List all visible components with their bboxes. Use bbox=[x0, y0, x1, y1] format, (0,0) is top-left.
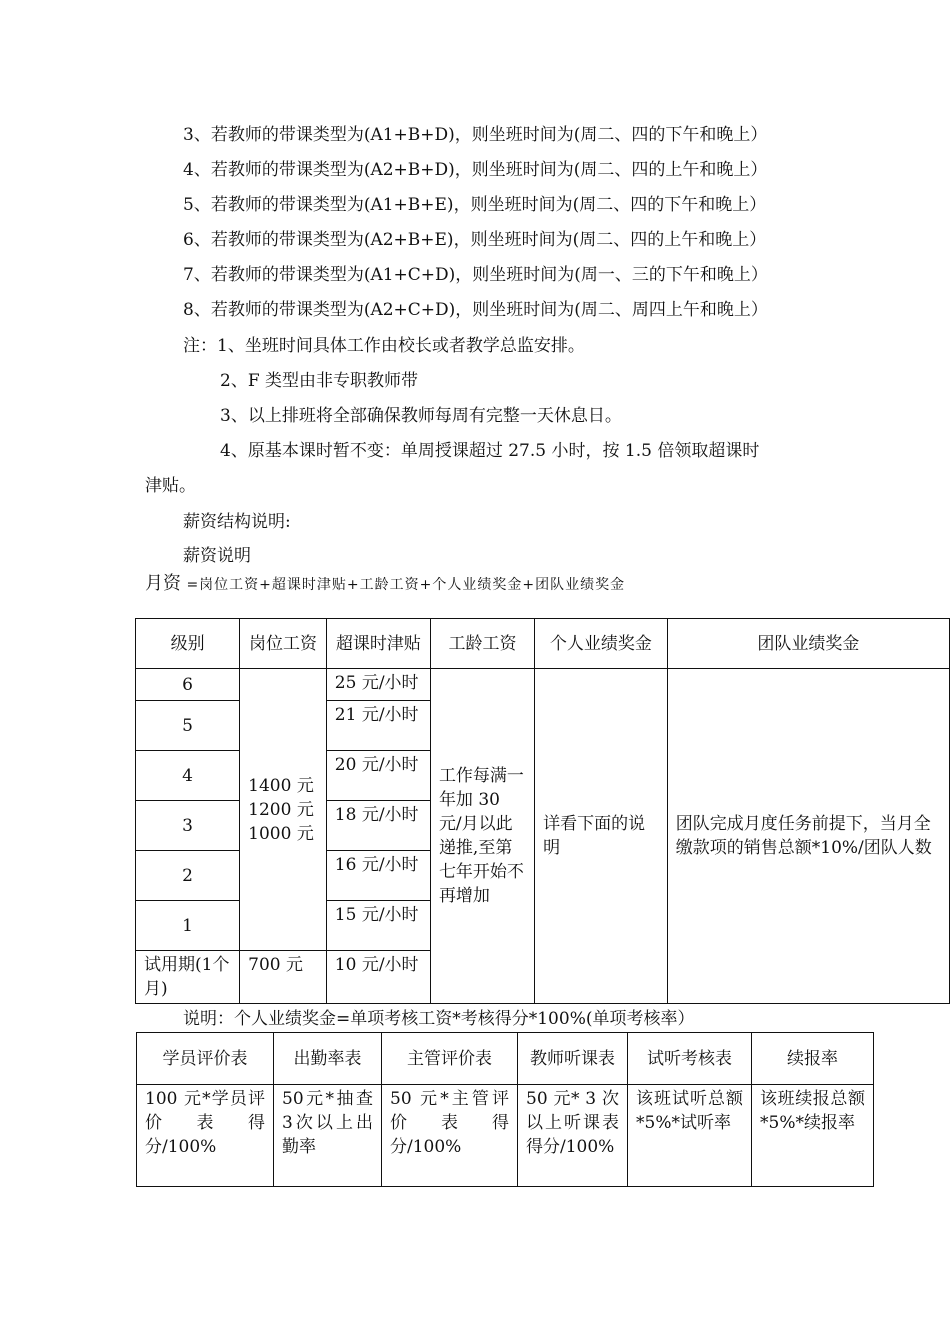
salary-structure-heading: 薪资结构说明: bbox=[183, 512, 291, 532]
personal-bonus-cell: 详看下面的说明 bbox=[535, 669, 668, 1004]
trial-salary-cell: 700 元 bbox=[240, 951, 327, 1004]
overtime-cell: 20 元/小时 bbox=[326, 751, 430, 801]
header-renewal-rate: 续报率 bbox=[752, 1033, 874, 1085]
rule-4: 4、若教师的带课类型为(A2+B+D)，则坐班时间为(周二、四的上午和晚上） bbox=[183, 160, 768, 180]
note-4-cont: 津贴。 bbox=[145, 476, 196, 496]
note-4: 4、原基本课时暂不变：单周授课超过 27.5 小时，按 1.5 倍领取超课时 bbox=[220, 441, 760, 461]
base-salary-cell bbox=[240, 669, 327, 951]
overtime-cell: 25 元/小时 bbox=[326, 669, 430, 701]
rule-8: 8、若教师的带课类型为(A2+C+D)，则坐班时间为(周二、周四上午和晚上） bbox=[183, 300, 768, 320]
note-3: 3、以上排班将全部确保教师每周有完整一天休息日。 bbox=[220, 406, 622, 426]
header-overtime: 超课时津贴 bbox=[326, 619, 430, 669]
level-cell: 2 bbox=[136, 851, 240, 901]
seniority-cell: 工作每满一年加 30 元/月以此递推,至第七年开始不再增加 bbox=[430, 669, 534, 1004]
header-student-eval: 学员评价表 bbox=[137, 1033, 274, 1085]
overtime-cell: 21 元/小时 bbox=[326, 701, 430, 751]
lesson-observation-cell: 50 元* 3 次以上听课表得分/100% bbox=[518, 1085, 628, 1187]
assessment-table bbox=[136, 1032, 874, 1187]
header-lesson-observation: 教师听课表 bbox=[518, 1033, 628, 1085]
level-cell: 1 bbox=[136, 901, 240, 951]
base-salary-1400: 1400 元 bbox=[248, 775, 314, 796]
level-cell: 4 bbox=[136, 751, 240, 801]
header-base-salary: 岗位工资 bbox=[240, 619, 327, 669]
header-team-bonus: 团队业绩奖金 bbox=[667, 619, 949, 669]
level-cell-trial: 试用期(1个月) bbox=[136, 951, 240, 1004]
header-attendance: 出勤率表 bbox=[274, 1033, 382, 1085]
level-cell: 5 bbox=[136, 701, 240, 751]
header-personal-bonus: 个人业绩奖金 bbox=[535, 619, 668, 669]
personal-bonus-explain: 说明：个人业绩奖金=单项考核工资*考核得分*100%(单项考核率） bbox=[183, 1009, 695, 1029]
salary-desc-heading: 薪资说明 bbox=[183, 546, 251, 566]
header-seniority: 工龄工资 bbox=[430, 619, 534, 669]
header-level: 级别 bbox=[136, 619, 240, 669]
rule-5: 5、若教师的带课类型为(A1+B+E)，则坐班时间为(周二、四的下午和晚上） bbox=[183, 195, 767, 215]
salary-formula bbox=[145, 573, 625, 596]
base-salary-1200: 1200 元 bbox=[248, 799, 314, 820]
overtime-cell: 16 元/小时 bbox=[326, 851, 430, 901]
rule-3: 3、若教师的带课类型为(A1+B+D)，则坐班时间为(周二、四的下午和晚上） bbox=[183, 125, 768, 145]
formula-text: =岗位工资+超课时津贴+工龄工资+个人业绩奖金+团队业绩奖金 bbox=[186, 577, 626, 593]
supervisor-eval-cell: 50 元*主管评价表得分/100% bbox=[382, 1085, 518, 1187]
formula-label: 月资 bbox=[145, 573, 181, 594]
attendance-cell: 50元*抽查3次以上出勤率 bbox=[274, 1085, 382, 1187]
level-cell: 6 bbox=[136, 669, 240, 701]
header-supervisor-eval: 主管评价表 bbox=[382, 1033, 518, 1085]
overtime-cell: 15 元/小时 bbox=[326, 901, 430, 951]
rule-7: 7、若教师的带课类型为(A1+C+D)，则坐班时间为(周一、三的下午和晚上） bbox=[183, 265, 768, 285]
note-1: 注：1、坐班时间具体工作由校长或者教学总监安排。 bbox=[183, 336, 585, 356]
salary-table bbox=[135, 618, 950, 1004]
overtime-cell: 10 元/小时 bbox=[326, 951, 430, 1004]
level-cell: 3 bbox=[136, 801, 240, 851]
base-salary-1000: 1000 元 bbox=[248, 823, 314, 844]
header-trial-assessment: 试听考核表 bbox=[628, 1033, 752, 1085]
trial-assessment-cell: 该班试听总额*5%*试听率 bbox=[628, 1085, 752, 1187]
rule-6: 6、若教师的带课类型为(A2+B+E)，则坐班时间为(周二、四的上午和晚上） bbox=[183, 230, 767, 250]
team-bonus-cell: 团队完成月度任务前提下，当月全缴款项的销售总额*10%/团队人数 bbox=[667, 669, 949, 1004]
renewal-rate-cell: 该班续报总额*5%*续报率 bbox=[752, 1085, 874, 1187]
overtime-cell: 18 元/小时 bbox=[326, 801, 430, 851]
note-2: 2、F 类型由非专职教师带 bbox=[220, 371, 419, 391]
student-eval-cell: 100 元*学员评价表得分/100% bbox=[137, 1085, 274, 1187]
